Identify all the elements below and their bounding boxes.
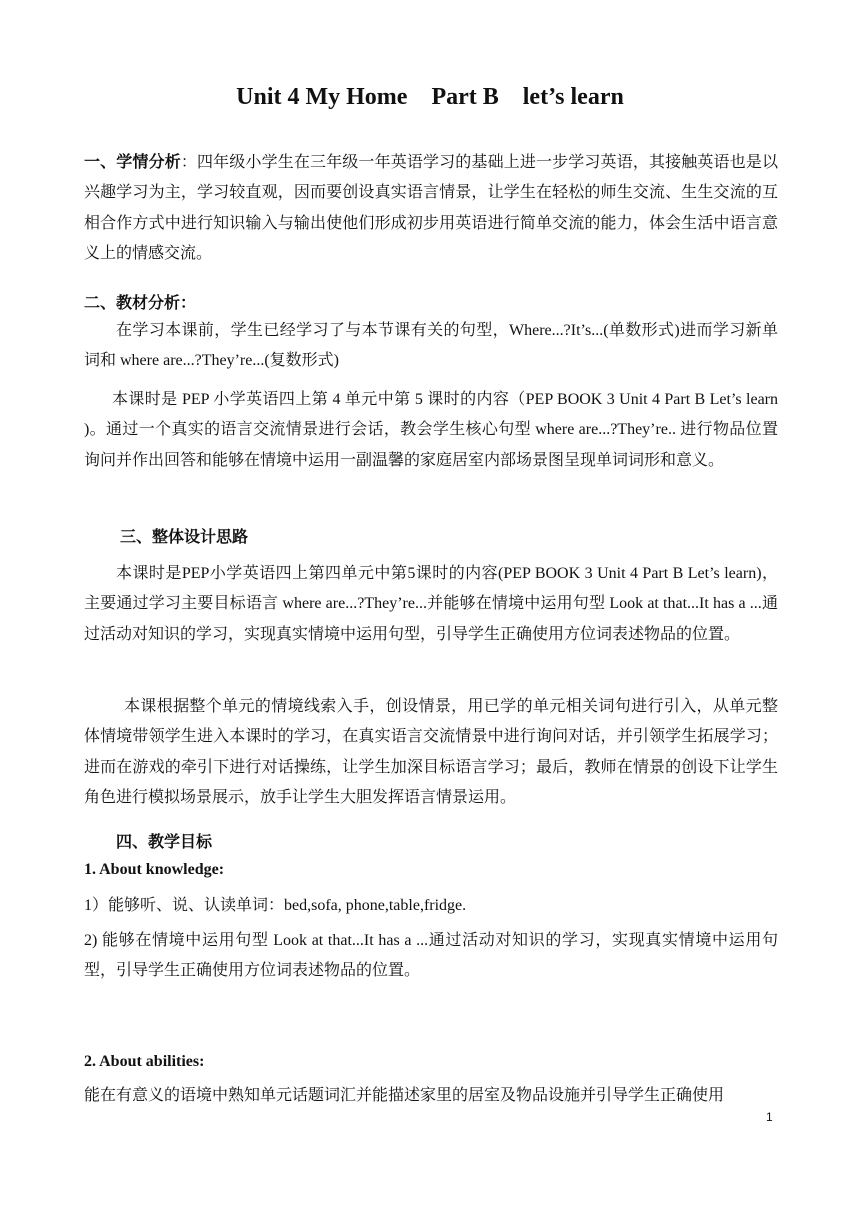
learner-analysis-colon: ： — [180, 154, 198, 171]
knowledge-item-1: 1）能够听、说、认读单词：bed,sofa, phone,table,fridge. — [84, 897, 467, 914]
learner-analysis-text: 四年级小学生在三年级一年英语学习的基础上进一步学习英语，其接触英语也是以兴趣学习为主，学习较直观，因而要创设真实语言情景，让学生在轻松的师生交流、生生交流的互相合作方式中进行知识输入与输出使他们形成初步用英语进行简单交流的能力，体会生活中语言意义上的情感交流。 — [84, 154, 778, 263]
learner-analysis-label: 一、学情分析 — [84, 154, 181, 171]
knowledge-item-2: 2) 能够在情境中运用句型 Look at that...It has a ...通过活动对知识的学习，实现真实情境中运用句型，引导学生正确使用方位词表述物品的位置。 — [84, 932, 778, 980]
abilities-heading: 2. About abilities: — [84, 1053, 205, 1070]
knowledge-heading: 1. About knowledge: — [84, 861, 225, 878]
teaching-goals-heading: 四、教学目标 — [116, 834, 213, 851]
design-idea-heading: 三、整体设计思路 — [120, 529, 249, 546]
document-title: Unit 4 My Home Part B let’s learn — [236, 84, 624, 110]
material-analysis-paragraph-2: 本课时是 PEP 小学英语四上第 4 单元中第 5 课时的内容（PEP BOOK 3 Unit 4 Part B Let’s learn )。通过一个真实的语言交流情景进行会话，教会学生核心句型 where are...?They’re.. 进行物品位置询问并作出回答和能够在情境中运用一副温馨的家庭居室内部场景图呈现单词词形和意义。 — [84, 391, 778, 469]
material-analysis-heading: 二、教材分析： — [84, 295, 197, 312]
page-number: 1 — [766, 1110, 773, 1124]
abilities-text: 能在有意义的语境中熟知单元话题词汇并能描述家里的居室及物品设施并引导学生正确使用 — [84, 1087, 725, 1104]
learner-analysis-paragraph — [84, 148, 778, 270]
design-idea-paragraph-2: 本课根据整个单元的情境线索入手，创设情景，用已学的单元相关词句进行引入，从单元整体情境带领学生进入本课时的学习，在真实语言交流情景中进行询问对话，并引领学生拓展学习；进而在游戏的牵引下进行对话操练，让学生加深目标语言学习；最后，教师在情景的创设下让学生角色进行模拟场景展示，放手让学生大胆发挥语言情景运用。 — [84, 698, 778, 807]
design-idea-paragraph-1: 本课时是PEP小学英语四上第四单元中第5课时的内容(PEP BOOK 3 Unit 4 Part B Let’s learn)，主要通过学习主要目标语言 where are...?They’re...并能够在情境中运用句型 Look at that...It has a ...通过活动对知识的学习，实现真实情境中运用句型，引导学生正确使用方位词表述物品的位置。 — [84, 565, 778, 643]
material-analysis-paragraph-1: 在学习本课前，学生已经学习了与本节课有关的句型，Where...?It’s...(单数形式)进而学习新单词和 where are...?They’re...(复数形式) — [84, 322, 778, 370]
